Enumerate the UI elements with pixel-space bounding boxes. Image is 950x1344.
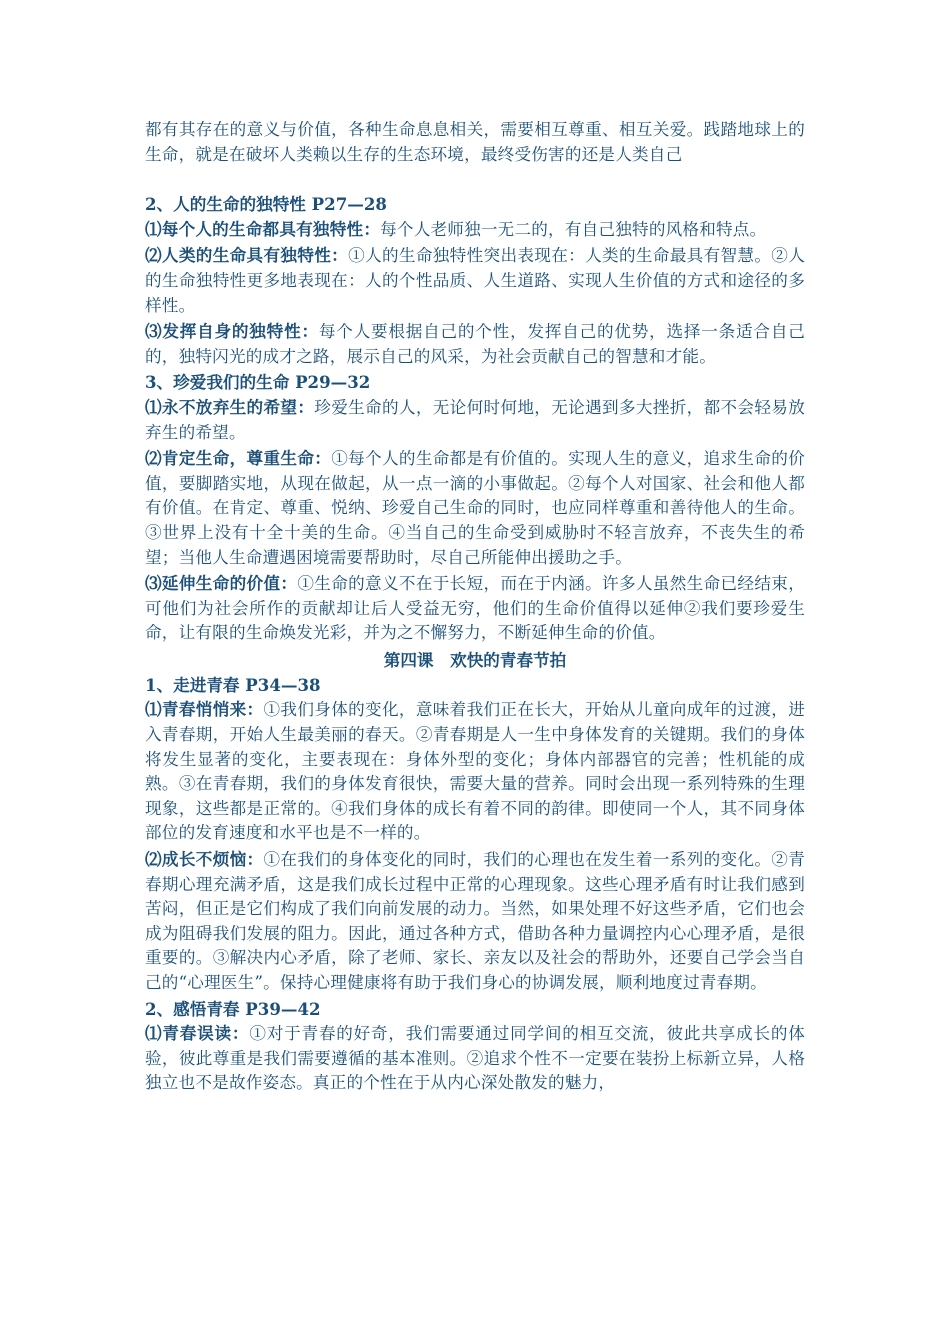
item-label: ⑶发挥自身的独特性：: [145, 321, 319, 342]
item-text: ①对于青春的好奇，我们需要通过同学间的相互交流，彼此共享成长的体验，彼此尊重是我们需要遵循的基本准则。②追求个性不一定要在装扮上标新立异，人格独立也不是故作姿态。真正的个性在于从内心深处散发的魅力，: [145, 1024, 805, 1093]
list-item: [145, 319, 805, 369]
section-heading-feel-youth: 2、感悟青春 P39—42: [145, 998, 321, 1019]
item-label: ⑴青春悄悄来：: [145, 699, 264, 720]
document-page: [145, 118, 805, 1097]
item-label: ⑵肯定生命，尊重生命：: [145, 448, 332, 469]
list-item: [145, 243, 805, 318]
item-text: 珍爱生命的人，无论何时何地，无论遇到多大挫折，都不会轻易放弃生的希望。: [145, 397, 805, 442]
list-item: [145, 571, 805, 646]
lesson-title: 第四课 欢快的青春节拍: [383, 649, 567, 670]
item-text: ①我们身体的变化，意味着我们正在长大，开始从儿童向成年的过渡，进入青春期，开始人生最美丽的春天。②青春期是人一生中身体发育的关键期。我们的身体将发生显著的变化，主要表现在：身体外型的变化；身体内部器官的完善；性机能的成熟。③在青春期，我们的身体发育很快，需要大量的营养。同时会出现一系列特殊的生理现象，这些都是正常的。④我们身体的成长有着不同的韵律。即使同一个人，其不同身体部位的发育速度和水平也是不一样的。: [145, 700, 805, 843]
section-heading-uniqueness: 2、人的生命的独特性 P27—28: [145, 194, 387, 215]
intro-paragraph: 都有其存在的意义与价值，各种生命息息相关，需要相互尊重、相互关爱。践踏地球上的生命，就是在破坏人类赖以生存的生态环境，最终受伤害的还是人类自己: [145, 120, 805, 164]
item-text: ①在我们的身体变化的同时，我们的心理也在发生着一系列的变化。②青春期心理充满矛盾，这是我们成长过程中正常的心理现象。这些心理矛盾有时让我们感到苦闷，但正是它们构成了我们向前发展的动力。当然，如果处理不好这些矛盾，它们也会成为阻碍我们发展的阻力。因此，通过各种方式，借助各种力量调控内心心理矛盾，是很重要的。③解决内心矛盾，除了老师、家长、亲友以及社会的帮助外，还要自己学会当自己的“心理医生”。保持心理健康将有助于我们身心的协调发展，顺利地度过青春期。: [145, 850, 805, 992]
list-item: [145, 446, 805, 570]
item-text: ①人的生命独特性突出表现在：人类的生命最具有智慧。②人的生命独特性更多地表现在：人的个性品质、人生道路、实现人生价值的方式和途径的多样性。: [145, 246, 805, 315]
list-item: [145, 697, 805, 846]
list-item: [145, 847, 805, 996]
list-item: [145, 1021, 805, 1096]
item-text: 每个人要根据自己的个性，发挥自己的优势，选择一条适合自己的，独特闪光的成才之路，展示自己的风采，为社会贡献自己的智慧和才能。: [145, 322, 805, 366]
item-label: ⑴每个人的生命都具有独特性：: [145, 218, 381, 239]
item-label: ⑵成长不烦恼：: [145, 849, 264, 870]
list-item: [145, 217, 805, 243]
section-heading-enter-youth: 1、走进青春 P34—38: [145, 674, 321, 695]
list-item: [145, 395, 805, 445]
item-text: 每个人老师独一无二的，有自己独特的风格和特点。: [380, 219, 767, 239]
item-label: ⑶延伸生命的价值：: [145, 573, 298, 594]
section-heading-cherish-life: 3、珍爱我们的生命 P29—32: [145, 372, 371, 393]
item-label: ⑵人类的生命具有独特性：: [145, 245, 349, 266]
spacer: [145, 168, 805, 192]
item-text: ①每个人的生命都是有价值的。实现人生的意义，追求生命的价值，要脚踏实地，从现在做起，从一点一滴的小事做起。②每个人对国家、社会和他人都有价值。在肯定、尊重、悦纳、珍爱自己生命的同时，也应同样尊重和善待他人的生命。③世界上没有十全十美的生命。④当自己的生命受到威胁时不轻言放弃，不丧失生的希望；当他人生命遭遇困境需要帮助时，尽自己所能伸出援助之手。: [145, 449, 805, 567]
item-label: ⑴永不放弃生的希望：: [145, 396, 315, 417]
item-label: ⑴青春误读：: [145, 1023, 250, 1044]
item-text: ①生命的意义不在于长短，而在于内涵。许多人虽然生命已经结束，可他们为社会所作的贡献却让后人受益无穷，他们的生命价值得以延伸②我们要珍爱生命，让有限的生命焕发光彩，并为之不懈努力，不断延伸生命的价值。: [145, 574, 805, 643]
